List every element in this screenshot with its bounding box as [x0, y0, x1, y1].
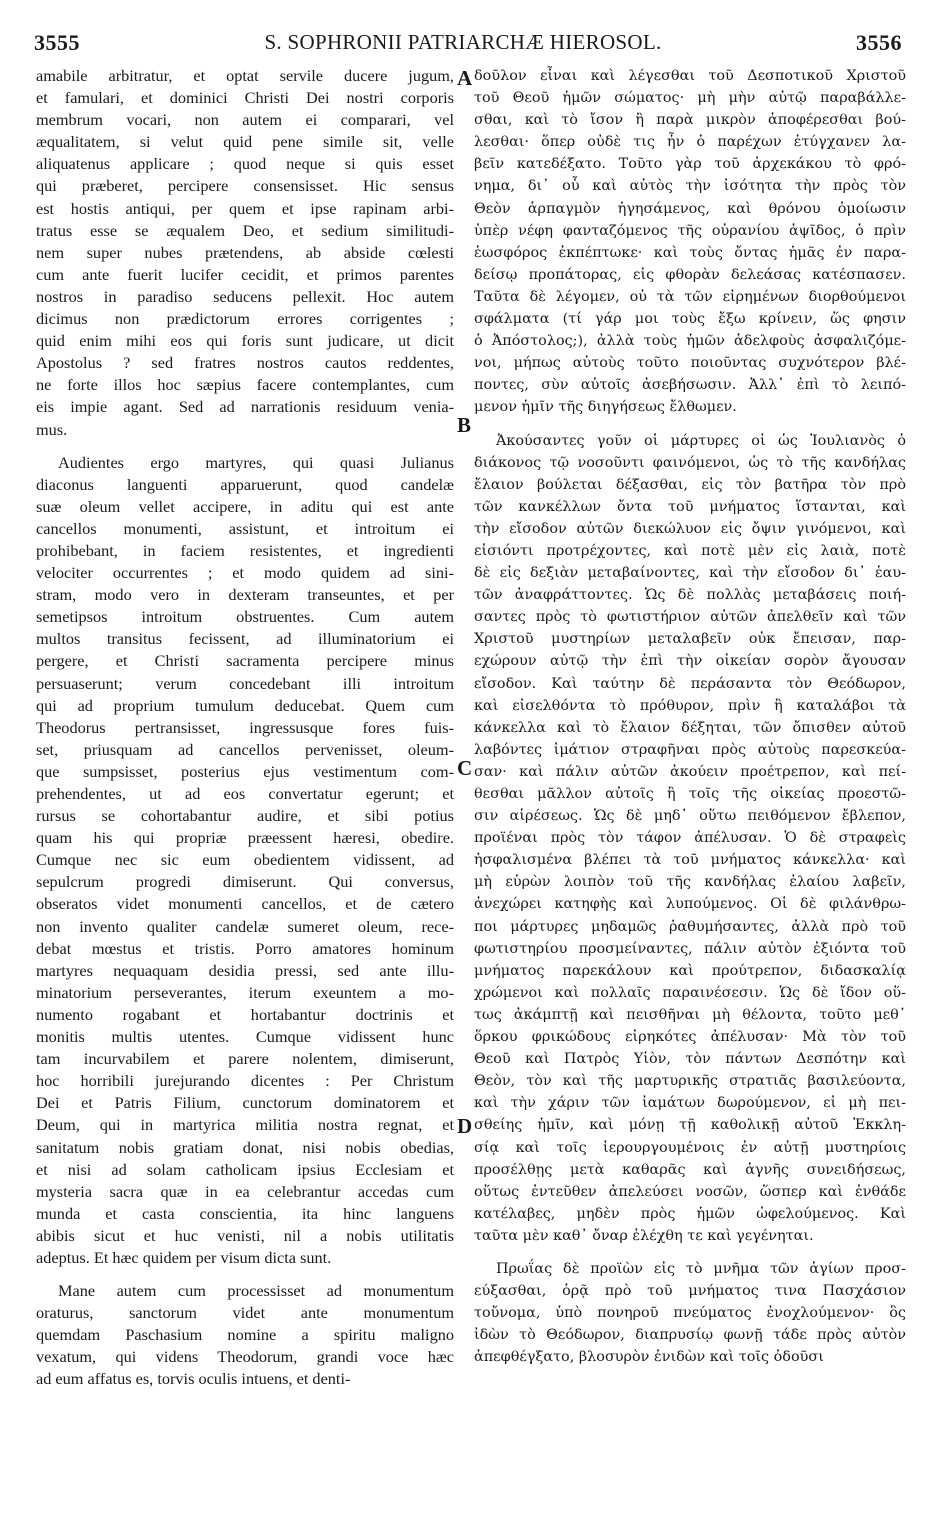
- text-line: μενον ἡμῖν τῆς διηγήσεως ἔλθωμεν.: [474, 399, 737, 416]
- text-line: Χριστοῦ μυστηρίων μεταλαβεῖν οὐκ ἔπεισαν, παρ-: [474, 631, 906, 648]
- text-line: εἴσοδον. Καὶ ταύτην δὲ περάσαντα τὸν Θεόδωρον,: [474, 675, 906, 692]
- text-line: prehendentes, ut ad eos convertatur egerunt; et: [36, 784, 454, 803]
- text-line: dicimus non prædictorum errores corrigentes ;: [36, 309, 454, 329]
- greek-column: [474, 65, 906, 1368]
- text-line: Deum, qui in martyrica militia nostra regnat, et: [36, 1115, 454, 1135]
- text-line: quam his qui propriæ præessent hæresi, obedire.: [36, 828, 454, 848]
- text-line: minatorium perseverantes, iterum exeuntem a mo-: [36, 982, 454, 1002]
- text-line: prohibebant, in faciem resistentes, et ingredienti: [36, 540, 454, 560]
- right-page-number: 3556: [856, 30, 902, 55]
- text-line: tam incurvabilem et parere nolentem, dimiserunt,: [36, 1049, 454, 1069]
- text-line: λαβόντες ἱμάτιον στραφῆναι πρὸς αὐτοὺς παρεσκεύα-: [474, 741, 906, 758]
- paragraph-gap: [36, 441, 454, 452]
- text-line: λεσθαι· ὅπερ οὐδὲ τις ἦν ὁ παρέχων ἐτύγχανεν λα-: [474, 134, 906, 151]
- text-line: Θεὸν ἁρπαγμὸν ἡγησάμενος, καὶ θρόνου ὁμοίωσιν: [474, 200, 906, 217]
- text-line: εύξασθαι, ὁρᾷ πρὸ τοῦ μνήματος τινα Πασχάσιον: [474, 1283, 906, 1300]
- latin-column: [36, 65, 454, 1391]
- text-line: ἰδὼν τὸ Θεόδωρον, διαπρυσίῳ φωνῇ τάδε πρὸς αὐτὸν: [474, 1327, 906, 1344]
- text-line: Θεοῦ καὶ Πατρὸς Υἱὸν, τὸν πάντων Δεσπότην καὶ: [474, 1051, 906, 1068]
- text-line: quemdam Paschasium nomine a spiritu maligno: [36, 1325, 454, 1345]
- text-line: set, priusquam ad cancellos pervenisset, oleum-: [36, 739, 454, 759]
- text-line: δὲ εἰς δεξιὰν μεταβαίνοντες, καὶ τὴν εἴσοδον δι᾽ ἑαυ-: [474, 565, 906, 582]
- text-line: persuaserunt; verum concedebant illi introitum: [36, 673, 454, 693]
- text-line: Θεὸν, τὸν καὶ τῆς μαρτυρικῆς στρατιᾶς βασιλεύοντα,: [474, 1073, 906, 1090]
- text-line: numento rogabant et hortabantur doctrinis et: [36, 1004, 454, 1024]
- text-line: κάνκελλα καὶ τὸ ἔλαιον δέξηται, τῶν ὄπισθεν αὐτοῦ: [474, 719, 906, 736]
- section-marker-c: C: [457, 756, 473, 780]
- text-line: ἔλαιον βούλεται δέξασθαι, εἰς τὸν βατῆρα τὸν πρὸ: [474, 476, 906, 493]
- text-line: Cumque nec sic eum obedientem vidissent, ad: [36, 850, 454, 870]
- greek-paragraph-3: [474, 1258, 906, 1368]
- text-line: φωτιστηρίου προσμείναντες, πάλιν αὐτὸν ἐξιόντα τοῦ: [474, 940, 906, 957]
- text-line: mysteria sacra quæ in ea celebrantur accedas cum: [36, 1181, 454, 1201]
- text-line: σφάλματα (τί γάρ μοι τοὺς ἔξω κρίνειν, ὥς φησιν: [474, 311, 906, 328]
- text-line: σαντες πρὸς τὸ φωτιστήριον αὐτῶν ἀπελθεῖν καὶ τῶν: [474, 609, 906, 626]
- text-line: σίᾳ καὶ τοῖς ἱερουργουμένοις ἐν αὐτῇ μυστηρίοις: [474, 1139, 906, 1156]
- text-line: Πρωΐας δὲ προϊὼν εἰς τὸ μνῆμα τῶν ἁγίων προσ-: [496, 1260, 906, 1277]
- text-line: suæ oleum vellet accipere, in aditu qui est ante: [36, 496, 454, 516]
- text-line: nostros in paradiso seducens pellexit. Hoc autem: [36, 286, 454, 306]
- text-line: Ταῦτα δὲ λέγομεν, οὐ τὰ τῶν εἰρημένων διορθούμενοι: [474, 288, 906, 305]
- text-line: μὴ εὑρὼν λοιπὸν τοῦ τῆς κανδήλας ἐλαίου λαβεῖν,: [474, 874, 906, 891]
- text-line: semetipsos introitum obstruentes. Cum autem: [36, 607, 454, 627]
- text-line: mus.: [36, 419, 68, 439]
- text-line: munda et casta conscientia, ita hinc languens: [36, 1203, 454, 1223]
- text-line: sepulcrum progredi dimiserunt. Qui conversus,: [36, 872, 454, 892]
- section-marker-a: A: [457, 66, 473, 90]
- text-line: ποι μάρτυρες μηδαμῶς ῥαθυμήσαντες, ἀλλὰ πρὸ τοῦ: [474, 918, 906, 935]
- text-line: ἠσφαλισμένα βλέπει τὰ τοῦ μνήματος κάνκελλα· καὶ: [474, 852, 906, 869]
- text-line: hoc horribili jurejurando dicentes : Per Christum: [36, 1071, 454, 1091]
- text-line: multos transitus fecissent, ad illuminatorium ei: [36, 629, 454, 649]
- text-line: σαν· καὶ πάλιν αὐτῶν ἀκούειν προέτρεπον, καὶ πεί-: [474, 763, 906, 780]
- text-line: cum ante fuerit lucifer cecidit, et primos parentes: [36, 264, 454, 284]
- running-header: [0, 30, 926, 60]
- text-line: Apostolus ? sed fratres nostros cautos reddentes,: [36, 353, 454, 373]
- text-line: eis impie agant. Sed ad narrationis residuum venia-: [36, 397, 454, 417]
- text-line: εχώρουν αὐτῷ τὴν ἐπὶ τὴν οἰκείαν σορὸν ἄγουσαν: [474, 653, 906, 670]
- text-line: Ἀκούσαντες γοῦν οἱ μάρτυρες οἱ ὡς Ἰουλιανὸς ὁ: [496, 432, 906, 449]
- text-line: καὶ εἰσελθόντα τὸ πρόθυρον, πρὶν ἢ καταλάβοι τὰ: [474, 697, 906, 714]
- text-line: κατέλαβες, μηδὲν πρὸς ἡμῶν ὠφελούμενος. Καὶ: [474, 1205, 906, 1222]
- text-line: βεῖν κατεδέξατο. Τοῦτο γὰρ τοῦ ἀρχεκάκου τὸ φρό-: [474, 156, 906, 173]
- text-line: adeptus. Et hæc quidem per visum dicta sunt.: [36, 1247, 332, 1267]
- text-line: ταῦτα μὲν καθ᾽ ὄναρ ἐλέχθη τε καὶ γεγένηται.: [474, 1227, 814, 1244]
- text-line: τὴν εἴσοδον αὐτῶν διεκώλυον εἰς ὄψιν γινόμενοι, καὶ: [474, 520, 906, 537]
- text-line: ἑωσφόρος ἐκπέπτωκε· καὶ τοὺς ὄντας ἡμᾶς ἐν παρα-: [474, 244, 906, 261]
- text-line: que sumpsisset, posterius ejus vestimentum com-: [36, 761, 454, 781]
- text-line: membrum vocari, non autem ei comparari, vel: [36, 110, 454, 130]
- text-line: quid enim mihi eos qui foris sunt judicare, ut dicit: [36, 331, 454, 351]
- section-marker-b: B: [457, 413, 472, 437]
- text-line: sanitatum nobis gratiam donat, nisi nobis obedias,: [36, 1137, 454, 1157]
- text-line: vexatum, qui videns Theodorum, grandi voce hæc: [36, 1347, 454, 1367]
- text-line: σθαι, καὶ τὸ ἴσον ἢ παρὰ μικρὸν ἀποφέρεσθαι βού-: [474, 112, 906, 129]
- text-line: martyres nequaquam desidia pressi, sed ante illu-: [36, 960, 454, 980]
- text-line: τῶν κανκέλλων ὄντα τοῦ μνήματος ἵστανται, καὶ: [474, 498, 906, 515]
- text-line: ὑπὲρ νέφη φανταζόμενος τῆς οὐρανίου ἁψῖδος, ὁ πρὶν: [474, 222, 906, 239]
- text-line: τῶν ἀναφράττοντες. Ὡς δὲ πολλὰς μεταβάσεις ποιή-: [474, 587, 906, 604]
- text-line: χρώμενοι καὶ πολλαῖς παραινέσεσιν. Ὡς δὲ ἴδον οὕ-: [474, 984, 906, 1001]
- text-line: τοῦ Θεοῦ ἡμῶν σώματος· μὴ μὴν αὐτῷ παραβάλλε-: [474, 90, 906, 107]
- text-line: ποντες, σὺν αὐτοῖς ἀσεβήσωσιν. Ἀλλ᾽ ἐπὶ τὸ λειπό-: [474, 377, 906, 394]
- latin-paragraph-3: [36, 1280, 454, 1390]
- text-line: oraturus, sanctorum videt ante monumentum: [36, 1303, 454, 1323]
- text-line: ἀνεχώρει κατηφὴς καὶ λυπούμενος. Οἱ δὲ φιλάνθρω-: [474, 896, 906, 913]
- text-line: μνήματος παρεκάλουν καὶ προύτρεπον, διδασκαλίᾳ: [474, 962, 906, 979]
- text-line: amabile arbitratur, et optat servile ducere jugum,: [36, 66, 454, 85]
- text-line: est hostis antiqui, per quem et ipse rapinam arbi-: [36, 198, 454, 218]
- latin-paragraph-1: [36, 65, 454, 441]
- greek-paragraph-1: [474, 65, 906, 419]
- text-line: diaconus languenti apparuerunt, quod candelæ: [36, 474, 454, 494]
- running-title: S. SOPHRONII PATRIARCHÆ HIEROSOL.: [264, 30, 662, 54]
- paragraph-gap: [474, 419, 906, 430]
- text-line: σθείης ἡμῖν, καὶ μόνῃ τῇ καθολικῇ αὐτοῦ Ἐκκλη-: [474, 1117, 906, 1134]
- text-line: ἀπεφθέγξατο, βλοσυρὸν ἐνιδὼν καὶ τοῖς ὀδοῦσι: [474, 1349, 824, 1366]
- text-line: θεσθαι μᾶλλον αὐτοῖς ἢ τοῖς τῆς οἰκείας προεστῶ-: [474, 786, 906, 802]
- greek-paragraph-2: [474, 430, 906, 1247]
- text-line: νημα, δι᾽ οὗ καὶ αὐτὸς τὴν ἰσότητα τὴν πρὸς τὸν: [474, 178, 906, 195]
- text-line: abibis sicut et huc venisti, nil a nobis utilitatis: [36, 1225, 454, 1245]
- text-line: monitis multis utentes. Cumque vidissent hunc: [36, 1027, 454, 1047]
- text-line: Audientes ergo martyres, qui quasi Julianus: [58, 452, 454, 472]
- text-line: velociter occurrentes ; et modo quidem ad sini-: [36, 563, 454, 583]
- text-line: æqualitatem, si velut quid pene simile sit, velle: [36, 132, 454, 152]
- text-line: nem super nubes prætendens, ab abside cœlesti: [36, 242, 454, 262]
- text-line: σιν αἱρέσεως. Ὡς δὲ μηδ᾽ οὕτω πειθόμενον ἔβλεπον,: [474, 808, 906, 825]
- text-line: δοῦλον εἶναι καὶ λέγεσθαι τοῦ Δεσποτικοῦ Χριστοῦ: [474, 68, 906, 84]
- text-line: νοι, μήπως αὐτοὺς τοῦτο ποιοῦντας συχνότερον βλέ-: [474, 355, 906, 372]
- text-line: aliquatenus applicare ; quod neque si quis esset: [36, 154, 454, 174]
- text-line: τοὔνομα, ὑπὸ πονηροῦ πνεύματος ἐνοχλούμενον· ὃς: [474, 1305, 906, 1322]
- text-line: rursus se cohortabantur audire, et sibi potius: [36, 806, 454, 826]
- text-line: et nisi ad solam catholicam ipsius Ecclesiam et: [36, 1159, 454, 1179]
- text-line: Theodorus pertransisset, ingressusque fores fuis-: [36, 717, 454, 737]
- text-line: et famulari, et dominici Christi Dei nostri corporis: [36, 88, 454, 108]
- text-line: προσέλθῃς μετὰ καθαρᾶς καὶ ἁγνῆς συνειδήσεως,: [474, 1161, 906, 1178]
- text-line: Mane autem cum processisset ad monumentum: [58, 1281, 454, 1301]
- text-line: εἰσιόντι προτρέχοντες, καὶ ποτὲ μὲν εἰς λαιὰ, ποτὲ: [474, 542, 906, 559]
- text-line: tratus esse se æqualem Deo, et sedium similitudi-: [36, 220, 454, 240]
- latin-paragraph-2: [36, 452, 454, 1269]
- text-line: debat mœstus et tristis. Porro amatores hominum: [36, 938, 454, 958]
- text-line: ne forte illos hoc sæpius facere contemplantes, cum: [36, 375, 454, 395]
- text-line: ad eum affatus es, torvis oculis intuens, et denti-: [36, 1369, 351, 1389]
- text-line: obseratos videt monumenti cancellos, et de cætero: [36, 894, 454, 914]
- text-line: stram, modo vero in dexteram transeuntes, et per: [36, 585, 454, 605]
- text-line: τως ἀκάμπτῇ καὶ πεισθῆναι μὴ θέλοντα, τοῦτο μεθ᾽: [474, 1006, 906, 1023]
- text-line: qui præberet, percipere consensisset. Hic sensus: [36, 176, 454, 196]
- paragraph-gap: [474, 1247, 906, 1258]
- text-line: pergere, et Christi sacramenta percipere minus: [36, 651, 454, 671]
- section-marker-d: D: [457, 1114, 473, 1138]
- text-line: non invento qualiter candelæ sumeret oleum, rece-: [36, 916, 454, 936]
- text-line: qui ad proprium tumulum deducebat. Quem cum: [36, 695, 454, 715]
- text-line: ὅρκου φρικώδους εἰρηκότες ἀπέλυσαν· Μὰ τὸν τοῦ: [474, 1029, 906, 1046]
- text-line: οὕτως ἐντεῦθεν ἀπελεύσει νοσῶν, ὥσπερ καὶ ἐνθάδε: [474, 1183, 906, 1200]
- paragraph-gap: [36, 1269, 454, 1280]
- text-line: Dei et Patris Filium, cunctorum dominatorem et: [36, 1093, 454, 1113]
- text-line: cancellos monumenti, assistunt, et introitum ei: [36, 518, 454, 538]
- text-line: προϊέναι πρὸς τὸν τάφον ἀπέλυσαν. Ὁ δὲ στραφεὶς: [474, 830, 906, 847]
- text-line: καὶ τὴν χάριν τῶν ἰαμάτων δωρούμενον, εἰ μὴ πει-: [474, 1095, 906, 1112]
- text-line: ὁ Ἀπόστολος;), ἀλλὰ τοὺς ἡμῶν ἀδελφοὺς ἀσφαλιζόμε-: [474, 333, 906, 350]
- text-line: διάκονος τῷ νοσοῦντι φαινόμενοι, ὡς τὸ τῆς κανδήλας: [474, 454, 906, 471]
- text-line: δείσῳ προπάτορας, εἰς φθορὰν δελεάσας κατέσπασεν.: [474, 266, 906, 283]
- left-page-number: 3555: [34, 30, 80, 55]
